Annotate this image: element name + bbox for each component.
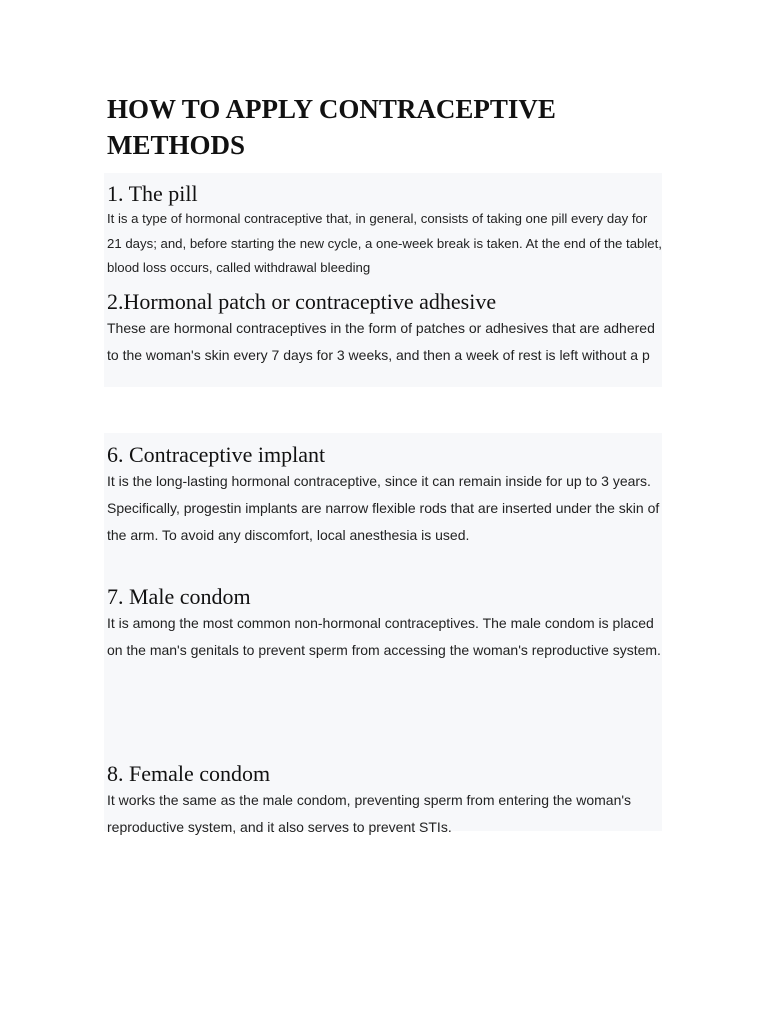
section-heading: 8. Female condom <box>107 761 271 786</box>
section-body: It is the long-lasting hormonal contraceptive, since it can remain inside for up to 3 years. Specifically, progestin implants are narrow flexible rods that are inserted under the skin of the arm. To avoid any discomfort, local anesthesia is used. <box>107 473 660 543</box>
section-body: It is a type of hormonal contraceptive that, in general, consists of taking one pill every day for 21 days; and, before starting the new cycle, a one-week break is taken. At the end of the tablet, blood loss occurs, called withdrawal bleeding <box>107 211 662 275</box>
section-body: These are hormonal contraceptives in the form of patches or adhesives that are adhered to the woman's skin every 7 days for 3 weeks, and then a week of rest is left without a p <box>107 320 655 363</box>
section-body: It is among the most common non-hormonal contraceptives. The male condom is placed on the man's genitals to prevent sperm from accessing the woman's reproductive system. <box>107 615 661 658</box>
section-body: It works the same as the male condom, preventing sperm from entering the woman's reproductive system, and it also serves to prevent STIs. <box>107 792 632 835</box>
section-hormonal-patch <box>107 289 663 369</box>
page-title: HOW TO APPLY CONTRACEPTIVE METHODS <box>107 94 556 160</box>
section-heading: 2.Hormonal patch or contraceptive adhesive <box>107 289 497 314</box>
section-contraceptive-implant <box>107 442 663 549</box>
section-heading: 6. Contraceptive implant <box>107 442 326 467</box>
section-heading: 7. Male condom <box>107 584 251 609</box>
section-male-condom <box>107 584 663 664</box>
section-the-pill <box>107 181 663 281</box>
section-female-condom <box>107 761 663 841</box>
section-heading: 1. The pill <box>107 181 198 206</box>
